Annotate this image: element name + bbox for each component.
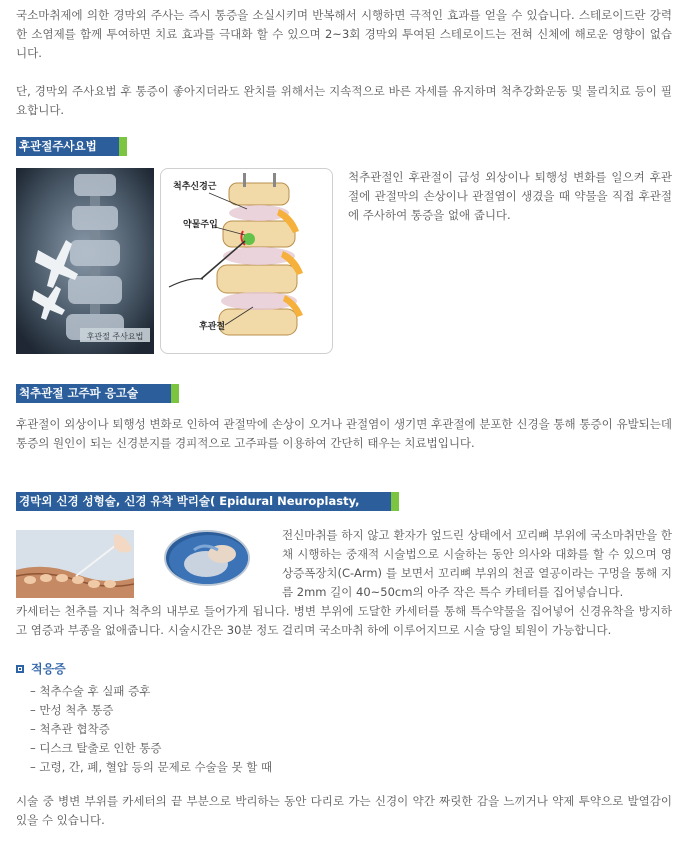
catheter-illustration: [16, 530, 134, 598]
procedure-illustration: [166, 532, 250, 586]
label-nerve-root: 척추신경근: [173, 182, 217, 192]
indications-label: 적응증: [31, 662, 66, 676]
spine-diagram: [160, 168, 333, 354]
intro-paragraph-1: 국소마취제에 의한 경막외 주사는 즉시 통증을 소실시키며 반복해서 시행하면 극적인 효과를 얻을 수 있습니다. 스테로이드란 강력한 소염제를 함께 투여하면 치료 효과를 극대화 할 수 있으며 2~3회 경막외 투여된 스테로이드는 전혀 신체에 해로운 영향이 없습니다.: [16, 8, 672, 60]
list-item: – 만성 척추 통증: [30, 701, 272, 720]
procedure-photo: [164, 530, 250, 586]
label-drug-injection: 약물주입: [183, 220, 218, 230]
xray-illustration: [16, 168, 154, 354]
section-header-radiofrequency: [16, 384, 179, 403]
neuroplasty-description-full: 카세터는 천추를 지나 척추의 내부로 들어가게 됩니다. 병변 부위에 도달한 카세터를 통해 특수약물을 집어넣어 신경유착을 방지하고 염증과 부종을 없애줍니다. 시술시간은 30분 정도 걸리며 국소마취 하에 이루어지므로 시술 당일 퇴원이 가능합니다.: [16, 604, 672, 637]
header-accent: [391, 492, 399, 511]
indications-title: [16, 660, 66, 678]
list-item: – 고령, 간, 폐, 혈압 등의 문제로 수술을 못 할 때: [30, 758, 272, 777]
radiofrequency-description: 후관절이 외상이나 퇴행성 변화로 인하여 관절막에 손상이 오거나 관절염이 생기면 후관절에 분포한 신경을 통해 통증이 유발되는데 통증의 원인이 되는 신경분지를 경피적으로 고주파를 이용하여 간단히 태우는 치료법입니다.: [16, 417, 672, 450]
intro-text: [16, 6, 672, 120]
label-facet-joint: 후관절: [199, 322, 226, 332]
intro-paragraph-2: 단, 경막외 주사요법 후 통증이 좋아지더라도 완치를 위해서는 지속적으로 바른 자세를 유지하며 척추강화운동 및 물리치료 등이 필요합니다.: [16, 84, 672, 117]
header-accent: [119, 137, 127, 156]
list-item: – 척추관 협착증: [30, 720, 272, 739]
section-header-facet-injection: [16, 137, 127, 156]
section-title: 척추관절 고주파 응고술: [19, 386, 139, 400]
section-title: 후관절주사요법: [19, 139, 97, 153]
list-item: – 디스크 탈출로 인한 통증: [30, 739, 272, 758]
neuroplasty-description-side: 전신마취를 하지 않고 환자가 엎드린 상태에서 꼬리뼈 부위에 국소마취만을 한채 시행하는 중재적 시술법으로 시술하는 동안 의사와 대화를 할 수 있으며 영상증폭장치(C-Arm) 를 보면서 꼬리뼈 부위의 천골 열공이라는 구멍을 통해 지름 2mm 길이 40~50cm의 아주 작은 특수 카테터를 집어넣습니다.: [282, 528, 672, 599]
section-header-neuroplasty: [16, 492, 399, 527]
facet-injection-description: 척추관절인 후관절이 급성 외상이나 퇴행성 변화를 일으켜 후관절에 관절막의 손상이나 관절염이 생겼을 때 약물을 직접 후관절에 주사하여 통증을 없애 줍니다.: [348, 170, 672, 222]
xray-image: [16, 168, 154, 354]
square-bullet-icon: [16, 665, 24, 673]
spine-illustration: [161, 169, 332, 353]
header-accent: [171, 384, 179, 403]
closing-note: 시술 중 병변 부위를 카세터의 끝 부분으로 박리하는 동안 다리로 가는 신경이 약간 짜릿한 감을 느끼거나 약제 투약으로 발열감이 있을 수 있습니다.: [16, 794, 672, 827]
list-item: – 척추수술 후 실패 증후: [30, 682, 272, 701]
section-title: 경막외 신경 성형술, 신경 유착 박리술( Epidural Neuroplasty, Neurolysis): [19, 494, 360, 527]
catheter-photo: [16, 530, 134, 598]
xray-caption: 후관절 주사요법: [86, 332, 144, 341]
indications-list: [30, 682, 272, 777]
